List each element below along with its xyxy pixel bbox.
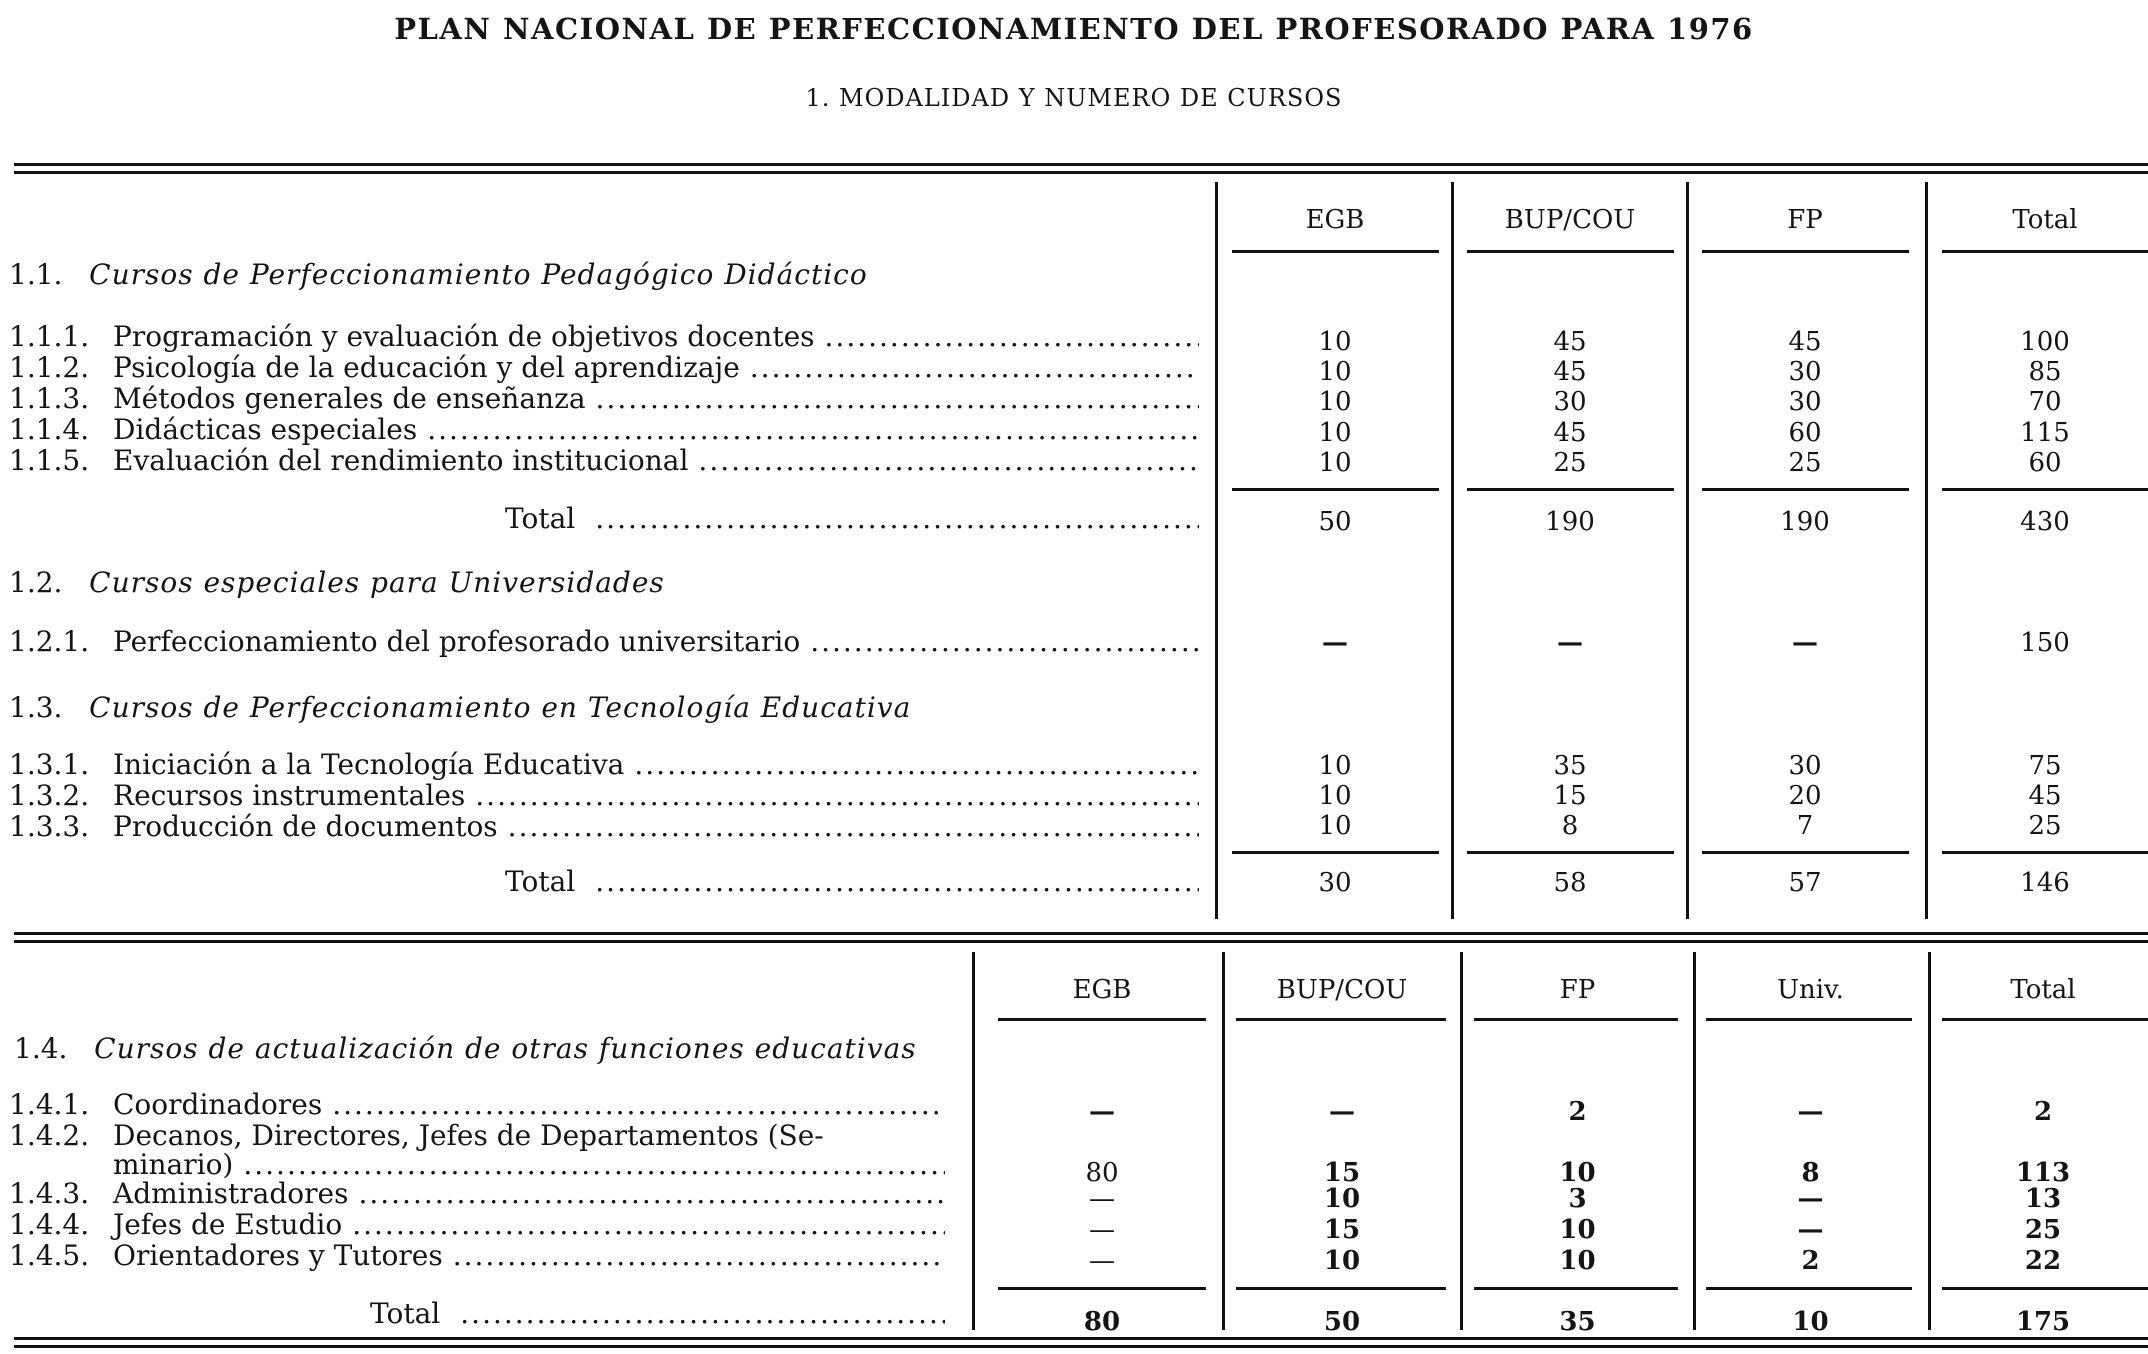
column-divider [1451, 182, 1454, 919]
table-cell: 113 [2015, 1158, 2071, 1188]
row-label: Recursos instrumentales [113, 779, 466, 812]
subtotal-rule [1467, 851, 1674, 854]
column-divider [1925, 182, 1928, 919]
table-cell: 10 [1323, 1246, 1361, 1276]
table-cell: 10 [1318, 448, 1352, 478]
section-heading [9, 258, 868, 291]
subtotal-rule [1232, 488, 1439, 491]
header-underline [1702, 250, 1909, 253]
header-underline [1942, 1018, 2148, 1021]
total-cell: 30 [1318, 868, 1352, 898]
subtotal-rule [1474, 1287, 1678, 1290]
column-header-egb: EGB [1305, 205, 1365, 235]
section-title: Cursos de Perfeccionamiento en Tecnología Educativa [89, 691, 912, 724]
column-divider [1693, 952, 1696, 1330]
column-header-fp: FP [1787, 205, 1823, 235]
total-cell: 80 [1083, 1307, 1121, 1337]
table-cell: 15 [1323, 1158, 1361, 1188]
table-cell: 60 [2028, 448, 2062, 478]
total-cell: 190 [1780, 507, 1830, 537]
section-title: Cursos de Perfeccionamiento Pedagógico Didáctico [89, 258, 868, 291]
section-heading [9, 691, 911, 724]
total-label: Total [505, 865, 576, 898]
row-label: Perfeccionamiento del profesorado universitario [113, 625, 801, 658]
table-cell: — [1322, 628, 1348, 658]
row-code: 1.4.3. [9, 1177, 90, 1210]
section-title: Cursos de actualización de otras funciones educativas [94, 1032, 917, 1065]
top-double-rule-a [14, 163, 2148, 166]
leader-dots [698, 444, 1199, 477]
mid-double-rule-a [14, 932, 2148, 935]
table-cell: 150 [2020, 628, 2070, 658]
total-label: Total [370, 1297, 441, 1330]
leader-dots [352, 1208, 945, 1241]
table-cell: 25 [1553, 448, 1587, 478]
header-underline [998, 1018, 1206, 1021]
table-row-label [9, 413, 1199, 446]
section-heading [14, 1032, 917, 1065]
leader-dots [810, 625, 1199, 658]
table-cell: 25 [2028, 811, 2062, 841]
column-header-bup-cou: BUP/COU [1276, 975, 1408, 1005]
table-cell: 30 [1553, 387, 1587, 417]
table-cell: — [1797, 1184, 1824, 1214]
table-cell: 2 [1801, 1246, 1820, 1276]
header-underline [1706, 1018, 1912, 1021]
page-title: PLAN NACIONAL DE PERFECCIONAMIENTO DEL PROFESORADO PARA 1976 [394, 12, 1754, 46]
total-cell: 430 [2020, 507, 2070, 537]
header-underline [1467, 250, 1674, 253]
bottom-double-rule-b [14, 1345, 2148, 1348]
mid-double-rule-b [14, 940, 2148, 943]
row-label: Evaluación del rendimiento institucional [113, 444, 689, 477]
subtotal-rule [1236, 1287, 1446, 1290]
table-row-label [9, 351, 1199, 384]
table-cell: 8 [1801, 1158, 1820, 1188]
table-cell: 30 [1788, 751, 1822, 781]
row-label: Coordinadores [113, 1088, 323, 1121]
column-header-fp: FP [1559, 975, 1596, 1005]
total-cell: 146 [2020, 868, 2070, 898]
table-cell: — [1557, 628, 1583, 658]
column-header-total: Total [2010, 975, 2076, 1005]
column-header-egb: EGB [1072, 975, 1132, 1005]
table-cell: 20 [1788, 781, 1822, 811]
leader-dots [460, 1297, 945, 1330]
table-cell: 115 [2020, 418, 2070, 448]
table-cell: 100 [2020, 327, 2070, 357]
table-cell: 15 [1553, 781, 1587, 811]
total-cell: 10 [1792, 1307, 1829, 1337]
table-cell: — [1792, 628, 1818, 658]
row-label: Métodos generales de enseñanza [113, 382, 586, 415]
table-cell: — [1329, 1097, 1355, 1127]
total-cell: 35 [1559, 1307, 1596, 1337]
leader-dots [475, 779, 1199, 812]
column-divider [972, 952, 975, 1330]
table-cell: — [1089, 1246, 1115, 1276]
leader-dots [595, 865, 1199, 898]
table-cell: 30 [1788, 357, 1822, 387]
table-cell: — [1797, 1097, 1824, 1127]
leader-dots [596, 382, 1199, 415]
subtotal-rule [1942, 1287, 2148, 1290]
leader-dots [750, 351, 1199, 384]
row-code: 1.3.2. [9, 779, 90, 812]
column-divider [1460, 952, 1463, 1330]
row-label: Programación y evaluación de objetivos docentes [113, 320, 815, 353]
header-underline [1236, 1018, 1446, 1021]
section-code: 1.1. [9, 258, 63, 291]
table-cell: 45 [1788, 327, 1822, 357]
leader-dots [427, 413, 1199, 446]
row-code: 1.1.2. [9, 351, 90, 384]
row-code: 1.3.1. [9, 748, 90, 781]
table-cell: 80 [1085, 1158, 1119, 1188]
top-double-rule-b [14, 171, 2148, 174]
row-code: 1.4.2. [9, 1119, 90, 1152]
row-code: 1.1.4. [9, 413, 90, 446]
row-code: 1.1.5. [9, 444, 90, 477]
leader-dots [358, 1177, 945, 1210]
total-cell: 58 [1553, 868, 1587, 898]
row-code: 1.4.5. [9, 1239, 90, 1272]
row-label: Psicología de la educación y del aprendizaje [113, 351, 740, 384]
table-cell: — [1797, 1215, 1824, 1245]
table-cell: 8 [1561, 811, 1579, 841]
table-cell: 25 [2024, 1215, 2062, 1245]
table-cell: 10 [1318, 387, 1352, 417]
table-row-label [9, 748, 1199, 781]
total-cell: 190 [1545, 507, 1595, 537]
table-row-label [9, 1239, 945, 1272]
row-label: Decanos, Directores, Jefes de Departamentos (Se- [113, 1119, 824, 1152]
table-cell: 35 [1553, 751, 1587, 781]
column-header-total: Total [2012, 205, 2078, 235]
table-row-label [9, 1088, 945, 1121]
leader-dots [332, 1088, 945, 1121]
column-header-bup-cou: BUP/COU [1504, 205, 1636, 235]
leader-dots [508, 810, 1199, 843]
row-code: 1.4.1. [9, 1088, 90, 1121]
table-cell: 15 [1323, 1215, 1361, 1245]
section-title: Cursos especiales para Universidades [89, 566, 665, 599]
header-underline [1474, 1018, 1678, 1021]
row-code: 1.2.1. [9, 625, 90, 658]
table-cell: 70 [2028, 387, 2062, 417]
table-row-label [9, 382, 1199, 415]
table-cell: 10 [1318, 418, 1352, 448]
table-cell: 30 [1788, 387, 1822, 417]
row-code: 1.3.3. [9, 810, 90, 843]
table-cell: — [1089, 1097, 1115, 1127]
section-code: 1.4. [14, 1032, 68, 1065]
table-row-label [9, 779, 1199, 812]
total-row-label [505, 502, 1199, 535]
leader-dots [825, 320, 1199, 353]
page-subtitle: 1. MODALIDAD Y NUMERO DE CURSOS [805, 84, 1343, 112]
section-code: 1.2. [9, 566, 63, 599]
table-cell: 2 [1568, 1097, 1587, 1127]
total-cell: 50 [1323, 1307, 1361, 1337]
header-underline [1232, 250, 1439, 253]
table-cell: 10 [1559, 1158, 1596, 1188]
table-row-label [9, 320, 1199, 353]
row-label: minario) [113, 1148, 234, 1181]
table-row-label [9, 625, 1199, 658]
total-cell: 57 [1788, 868, 1822, 898]
subtotal-rule [1942, 488, 2148, 491]
table-cell: 10 [1559, 1215, 1596, 1245]
table-cell: 7 [1796, 811, 1814, 841]
row-label: Administradores [113, 1177, 349, 1210]
section-heading [9, 566, 665, 599]
row-label: Orientadores y Tutores [113, 1239, 443, 1272]
total-row-label [505, 865, 1199, 898]
table-cell: — [1089, 1184, 1115, 1214]
subtotal-rule [1942, 851, 2148, 854]
total-cell: 175 [2015, 1307, 2071, 1337]
table-row-label [9, 1177, 945, 1210]
subtotal-rule [998, 1287, 1206, 1290]
total-row-label [370, 1297, 945, 1330]
row-code: 1.4.4. [9, 1208, 90, 1241]
subtotal-rule [1702, 851, 1909, 854]
header-underline [1942, 250, 2148, 253]
table-cell: 45 [2028, 781, 2062, 811]
column-divider [1215, 182, 1218, 919]
subtotal-rule [1232, 851, 1439, 854]
leader-dots [453, 1239, 945, 1272]
table-cell: 25 [1788, 448, 1822, 478]
table-cell: 60 [1788, 418, 1822, 448]
column-divider [1686, 182, 1689, 919]
table-cell: 13 [2024, 1184, 2062, 1214]
table-cell: 75 [2028, 751, 2062, 781]
table-cell: 10 [1318, 327, 1352, 357]
section-code: 1.3. [9, 691, 63, 724]
table-cell: 10 [1318, 357, 1352, 387]
row-label: Didácticas especiales [113, 413, 418, 446]
bottom-double-rule-a [14, 1337, 2148, 1340]
table-row-label [9, 1208, 945, 1241]
row-label: Producción de documentos [113, 810, 498, 843]
table-cell: 2 [2033, 1097, 2053, 1127]
table-cell: 10 [1323, 1184, 1361, 1214]
column-divider [1928, 952, 1931, 1330]
table-row-label [9, 444, 1199, 477]
subtotal-rule [1706, 1287, 1912, 1290]
leader-dots [595, 502, 1199, 535]
leader-dots [634, 748, 1199, 781]
table-cell: 22 [2024, 1246, 2062, 1276]
table-cell: 45 [1553, 327, 1587, 357]
row-label: Iniciación a la Tecnología Educativa [113, 748, 625, 781]
subtotal-rule [1467, 488, 1674, 491]
row-label: Jefes de Estudio [113, 1208, 343, 1241]
table-cell: 3 [1568, 1184, 1587, 1214]
table-cell: 45 [1553, 418, 1587, 448]
total-cell: 50 [1318, 507, 1352, 537]
table-cell: 10 [1318, 811, 1352, 841]
total-label: Total [505, 502, 576, 535]
table-cell: 85 [2028, 357, 2062, 387]
table-cell: 10 [1318, 781, 1352, 811]
subtotal-rule [1702, 488, 1909, 491]
column-header-univ: Univ. [1777, 975, 1844, 1005]
row-code: 1.1.3. [9, 382, 90, 415]
table-cell: 45 [1553, 357, 1587, 387]
table-cell: 10 [1559, 1246, 1596, 1276]
table-cell: — [1089, 1215, 1115, 1245]
table-cell: 10 [1318, 751, 1352, 781]
table-row-label [9, 810, 1199, 843]
row-code: 1.1.1. [9, 320, 90, 353]
column-divider [1222, 952, 1225, 1330]
